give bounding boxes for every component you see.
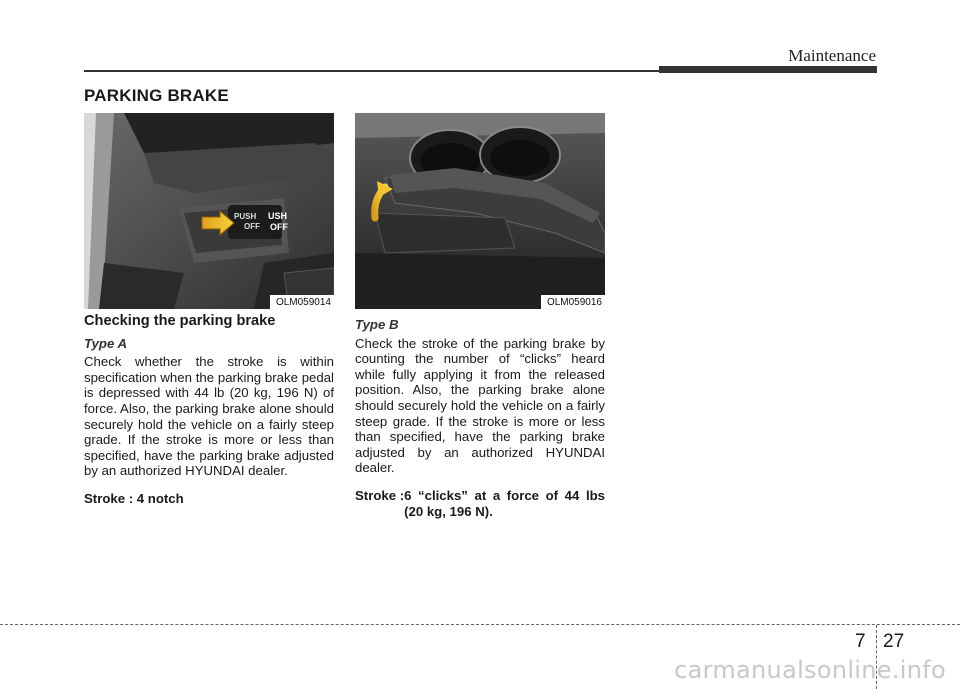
chapter-number: 7: [855, 631, 866, 652]
subsection-heading: Checking the parking brake: [84, 313, 276, 329]
left-column: [84, 314, 334, 507]
type-b-paragraph: Check the stroke of the parking brake by counting the number of “clicks” heard while fully applying it from the released position. Also, the parking brake alone should securely hold the vehicle on a fairly steep grade. If the stroke is more or less than specified, have the parking brake adjusted by an authorized HYUNDAI dealer.: [355, 335, 605, 476]
section-name: Maintenance: [788, 46, 876, 65]
stroke-label: Stroke :: [355, 487, 405, 503]
header-bar: [659, 66, 877, 73]
off-label-2: OFF: [270, 222, 288, 232]
parking-brake-pedal-photo: [84, 113, 334, 309]
push-label-2: USH: [268, 211, 288, 221]
type-b-label: Type B: [355, 317, 399, 332]
figure-code: OLM059016: [541, 295, 605, 309]
off-label-1: OFF: [244, 222, 260, 231]
push-label-1: PUSH: [234, 212, 257, 221]
section-title: PARKING BRAKE: [84, 86, 229, 105]
figure-code: OLM059014: [270, 295, 334, 309]
header-rule: [84, 70, 659, 72]
type-a-paragraph: Check whether the stroke is within specification when the parking brake pedal is depressed with 44 lb (20 kg, 196 N) of force. Also, the parking brake alone should securely hold the vehicle on a fairly steep grade. If the stroke is more or less than specified, have the parking brake adjusted by an authorized HYUNDAI dealer.: [84, 354, 334, 479]
page-number: 27: [883, 631, 905, 652]
footer-rule: [0, 624, 960, 625]
type-b-stroke-spec: [355, 488, 605, 519]
type-a-label: Type A: [84, 335, 127, 351]
watermark: carmanualsonline.info: [674, 656, 946, 684]
type-a-stroke-spec: Stroke : 4 notch: [84, 490, 184, 506]
parking-brake-lever-photo: [355, 113, 605, 309]
stroke-value: 6 “clicks” at a force of 44 lbs (20 kg, 196 N).: [404, 487, 605, 519]
right-column: [355, 317, 605, 519]
